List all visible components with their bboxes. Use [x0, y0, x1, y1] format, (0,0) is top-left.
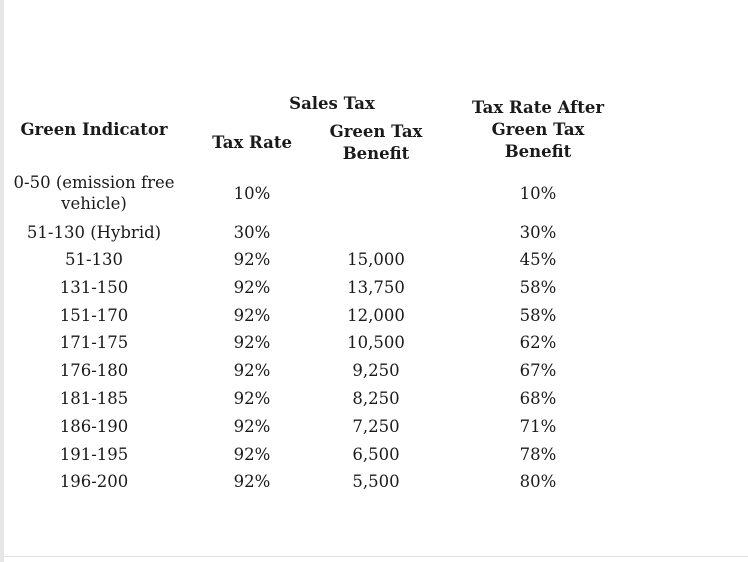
- row-7-after: 68%: [519, 389, 557, 408]
- row-4-after: 58%: [519, 306, 557, 325]
- row-0-tax-rate: 10%: [233, 184, 271, 203]
- row-9-after: 78%: [519, 445, 557, 464]
- header-after-line2: Green Tax: [491, 120, 585, 139]
- row-9-indicator: 191-195: [59, 445, 129, 464]
- header-after-line3: Benefit: [504, 142, 572, 161]
- header-green-indicator: Green Indicator: [20, 120, 168, 139]
- row-0-indicator: 0-50 (emission free vehicle): [13, 173, 175, 213]
- row-2-indicator: 51-130: [64, 250, 124, 269]
- row-9-benefit: 6,500: [352, 445, 400, 464]
- row-0-after: 10%: [519, 184, 557, 203]
- row-7-indicator: 181-185: [59, 389, 129, 408]
- row-5-after: 62%: [519, 333, 557, 352]
- row-3-indicator: 131-150: [59, 278, 129, 297]
- row-2-benefit: 15,000: [347, 250, 405, 269]
- row-5-tax-rate: 92%: [233, 333, 271, 352]
- row-10-after: 80%: [519, 472, 557, 491]
- row-6-indicator: 176-180: [59, 361, 129, 380]
- row-10-benefit: 5,500: [352, 472, 400, 491]
- row-10-tax-rate: 92%: [233, 472, 271, 491]
- row-6-benefit: 9,250: [352, 361, 400, 380]
- page-bottom-divider: [4, 556, 748, 557]
- row-7-benefit: 8,250: [352, 389, 400, 408]
- row-4-tax-rate: 92%: [233, 306, 271, 325]
- row-6-tax-rate: 92%: [233, 361, 271, 380]
- row-4-indicator: 151-170: [59, 306, 129, 325]
- row-1-indicator: 51-130 (Hybrid): [26, 223, 162, 242]
- row-2-tax-rate: 92%: [233, 250, 271, 269]
- header-sales-tax: Sales Tax: [289, 94, 375, 113]
- header-green-tax-benefit-line2: Benefit: [342, 144, 410, 163]
- header-after-line1: Tax Rate After: [471, 98, 605, 117]
- row-3-tax-rate: 92%: [233, 278, 271, 297]
- row-4-benefit: 12,000: [347, 306, 405, 325]
- row-7-tax-rate: 92%: [233, 389, 271, 408]
- row-8-indicator: 186-190: [59, 417, 129, 436]
- header-tax-rate: Tax Rate: [212, 133, 292, 152]
- header-green-tax-benefit-line1: Green Tax: [329, 122, 423, 141]
- row-5-benefit: 10,500: [347, 333, 405, 352]
- row-9-tax-rate: 92%: [233, 445, 271, 464]
- row-8-tax-rate: 92%: [233, 417, 271, 436]
- row-1-after: 30%: [519, 223, 557, 242]
- row-8-benefit: 7,250: [352, 417, 400, 436]
- row-3-benefit: 13,750: [347, 278, 405, 297]
- row-10-indicator: 196-200: [59, 472, 129, 491]
- row-1-tax-rate: 30%: [233, 223, 271, 242]
- row-8-after: 71%: [519, 417, 557, 436]
- row-3-after: 58%: [519, 278, 557, 297]
- row-5-indicator: 171-175: [59, 333, 129, 352]
- page-left-edge: [0, 0, 4, 562]
- row-2-after: 45%: [519, 250, 557, 269]
- row-6-after: 67%: [519, 361, 557, 380]
